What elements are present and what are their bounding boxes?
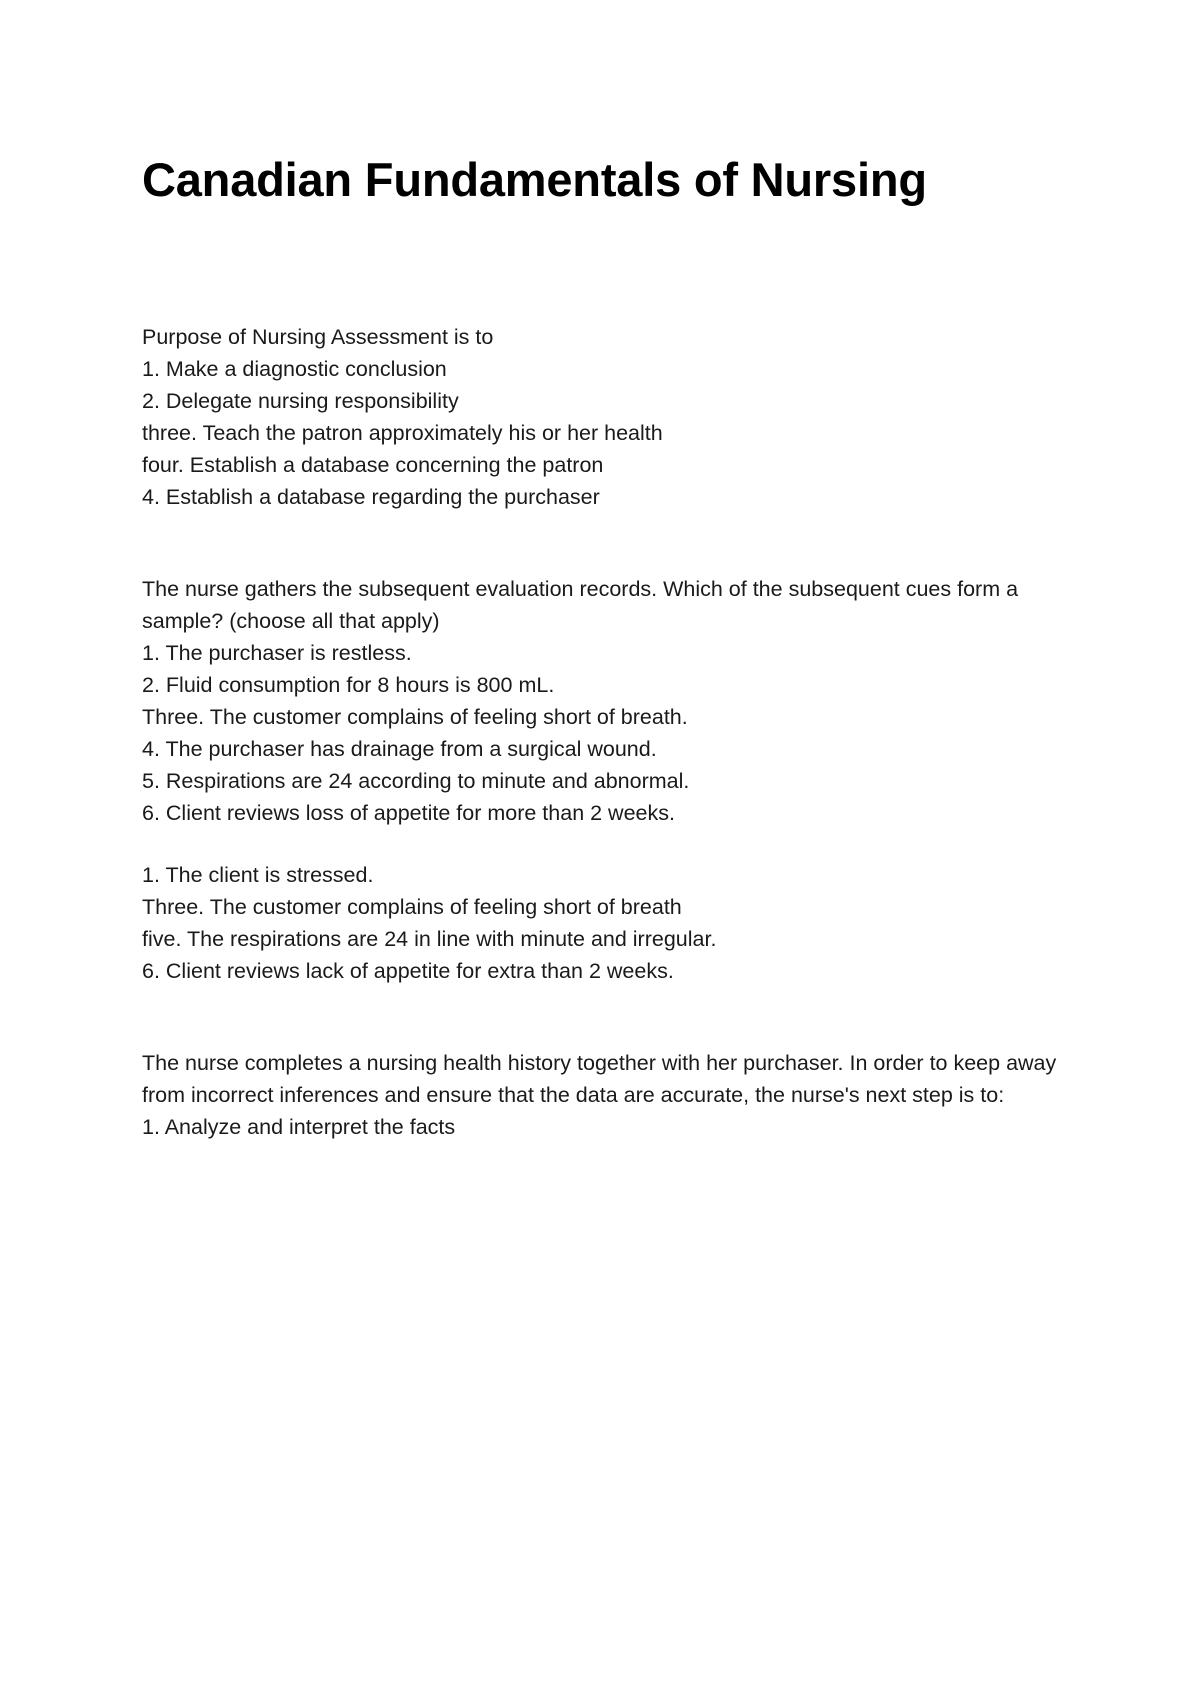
question-2-answer-block xyxy=(142,859,1082,987)
question-2-option: Three. The customer complains of feeling short of breath. xyxy=(142,705,688,729)
answer-line: 6. Client reviews lack of appetite for extra than 2 weeks. xyxy=(142,959,674,983)
question-2-option: 1. The purchaser is restless. xyxy=(142,641,412,665)
question-1-option: 4. Establish a database regarding the purchaser xyxy=(142,485,600,509)
question-2-option: 6. Client reviews loss of appetite for more than 2 weeks. xyxy=(142,801,675,825)
answer-line: Three. The customer complains of feeling short of breath xyxy=(142,895,682,919)
question-2-option: 4. The purchaser has drainage from a surgical wound. xyxy=(142,737,657,761)
question-1-option: four. Establish a database concerning the patron xyxy=(142,453,604,477)
question-1-option: 2. Delegate nursing responsibility xyxy=(142,389,459,413)
document-page xyxy=(142,150,1082,1143)
page-title: Canadian Fundamentals of Nursing xyxy=(142,153,927,206)
answer-line: five. The respirations are 24 in line with minute and irregular. xyxy=(142,927,717,951)
question-2-option: 5. Respirations are 24 according to minute and abnormal. xyxy=(142,769,690,793)
question-3-prompt: The nurse completes a nursing health history together with her purchaser. In order to keep away from incorrect inferences and ensure that the data are accurate, the nurse's next step is to: xyxy=(142,1051,1057,1107)
question-2-option: 2. Fluid consumption for 8 hours is 800 mL. xyxy=(142,673,555,697)
question-1-option: 1. Make a diagnostic conclusion xyxy=(142,357,447,381)
answer-line: 1. The client is stressed. xyxy=(142,863,374,887)
question-2-prompt: The nurse gathers the subsequent evaluation records. Which of the subsequent cues form a sample? (choose all that apply) xyxy=(142,577,1019,633)
question-1-prompt: Purpose of Nursing Assessment is to xyxy=(142,325,494,349)
question-3-option: 1. Analyze and interpret the facts xyxy=(142,1115,456,1139)
question-1-option: three. Teach the patron approximately his or her health xyxy=(142,421,663,445)
